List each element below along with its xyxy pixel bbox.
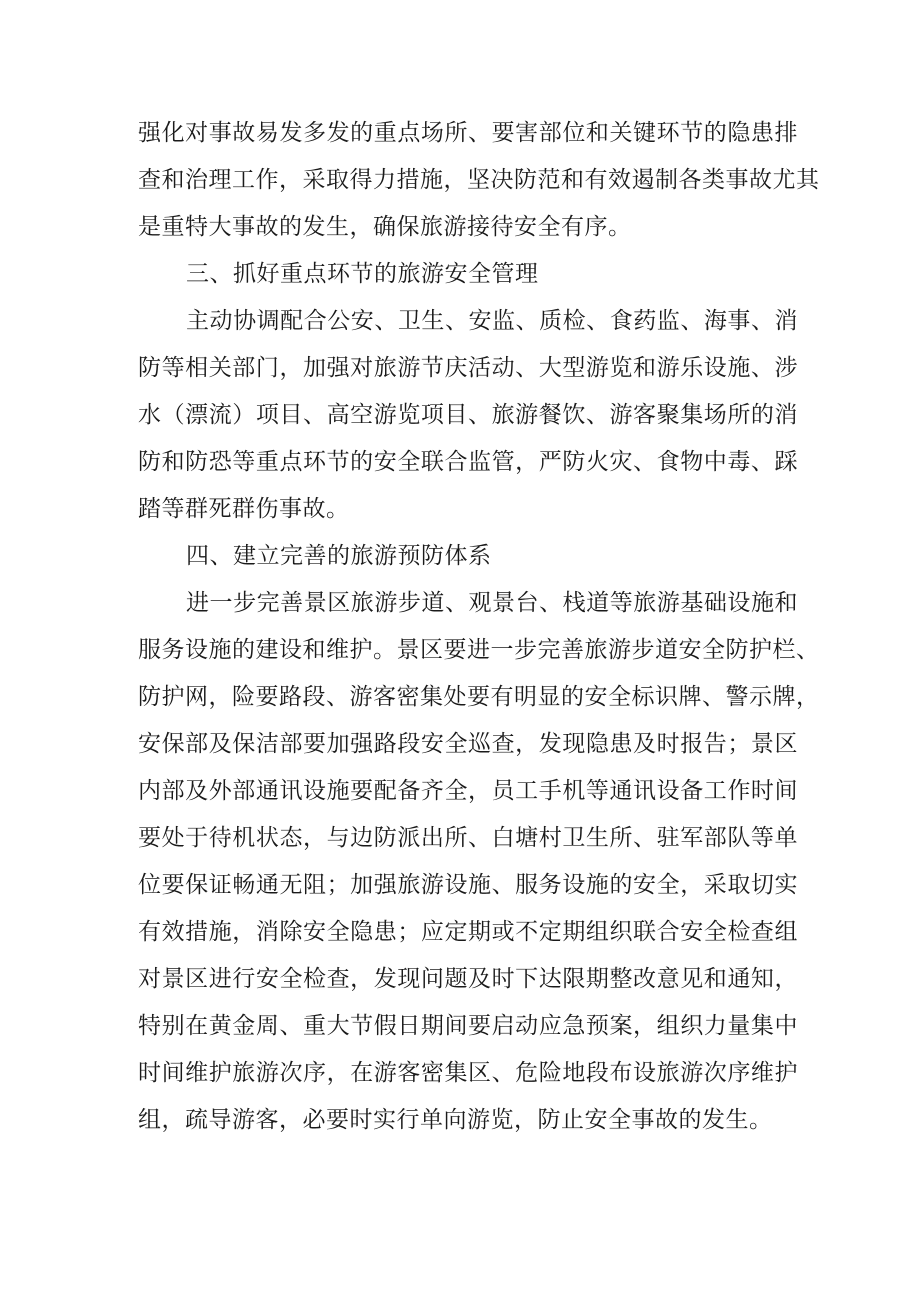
text-line: 安保部及保洁部要加强路段安全巡查，发现隐患及时报告；景区 xyxy=(138,731,798,757)
section-heading-4: 四、建立完善的旅游预防体系 xyxy=(186,543,492,569)
text-line: 主动协调配合公安、卫生、安监、质检、食药监、海事、消 xyxy=(186,308,798,334)
text-line: 组，疏导游客，必要时实行单向游览，防止安全事故的发生。 xyxy=(138,1107,773,1133)
section-heading-3: 三、抓好重点环节的旅游安全管理 xyxy=(186,261,539,287)
document-body xyxy=(138,110,820,1144)
text-line: 对景区进行安全检查，发现问题及时下达限期整改意见和通知， xyxy=(138,966,798,992)
text-line: 有效措施，消除安全隐患；应定期或不定期组织联合安全检查组 xyxy=(138,919,798,945)
text-line: 强化对事故易发多发的重点场所、要害部位和关键环节的隐患排 xyxy=(138,120,798,146)
text-line: 位要保证畅通无阻；加强旅游设施、服务设施的安全，采取切实 xyxy=(138,872,798,898)
text-line: 防护网，险要路段、游客密集处要有明显的安全标识牌、警示牌， xyxy=(138,684,820,710)
text-line: 时间维护旅游次序，在游客密集区、危险地段布设旅游次序维护 xyxy=(138,1060,798,1086)
text-line: 内部及外部通讯设施要配备齐全，员工手机等通讯设备工作时间 xyxy=(138,778,798,804)
text-line: 特别在黄金周、重大节假日期间要启动应急预案，组织力量集中 xyxy=(138,1013,798,1039)
text-line: 防和防恐等重点环节的安全联合监管，严防火灾、食物中毒、踩 xyxy=(138,449,798,475)
text-line: 查和治理工作，采取得力措施，坚决防范和有效遏制各类事故尤其 xyxy=(138,167,820,193)
text-line: 是重特大事故的发生，确保旅游接待安全有序。 xyxy=(138,214,632,240)
text-line: 服务设施的建设和维护。景区要进一步完善旅游步道安全防护栏、 xyxy=(138,637,820,663)
text-line: 踏等群死群伤事故。 xyxy=(138,496,350,522)
text-line: 水（漂流）项目、高空游览项目、旅游餐饮、游客聚集场所的消 xyxy=(138,402,798,428)
text-line: 要处于待机状态，与边防派出所、白塘村卫生所、驻军部队等单 xyxy=(138,825,798,851)
text-line: 防等相关部门，加强对旅游节庆活动、大型游览和游乐设施、涉 xyxy=(138,355,798,381)
text-line: 进一步完善景区旅游步道、观景台、栈道等旅游基础设施和 xyxy=(186,590,798,616)
